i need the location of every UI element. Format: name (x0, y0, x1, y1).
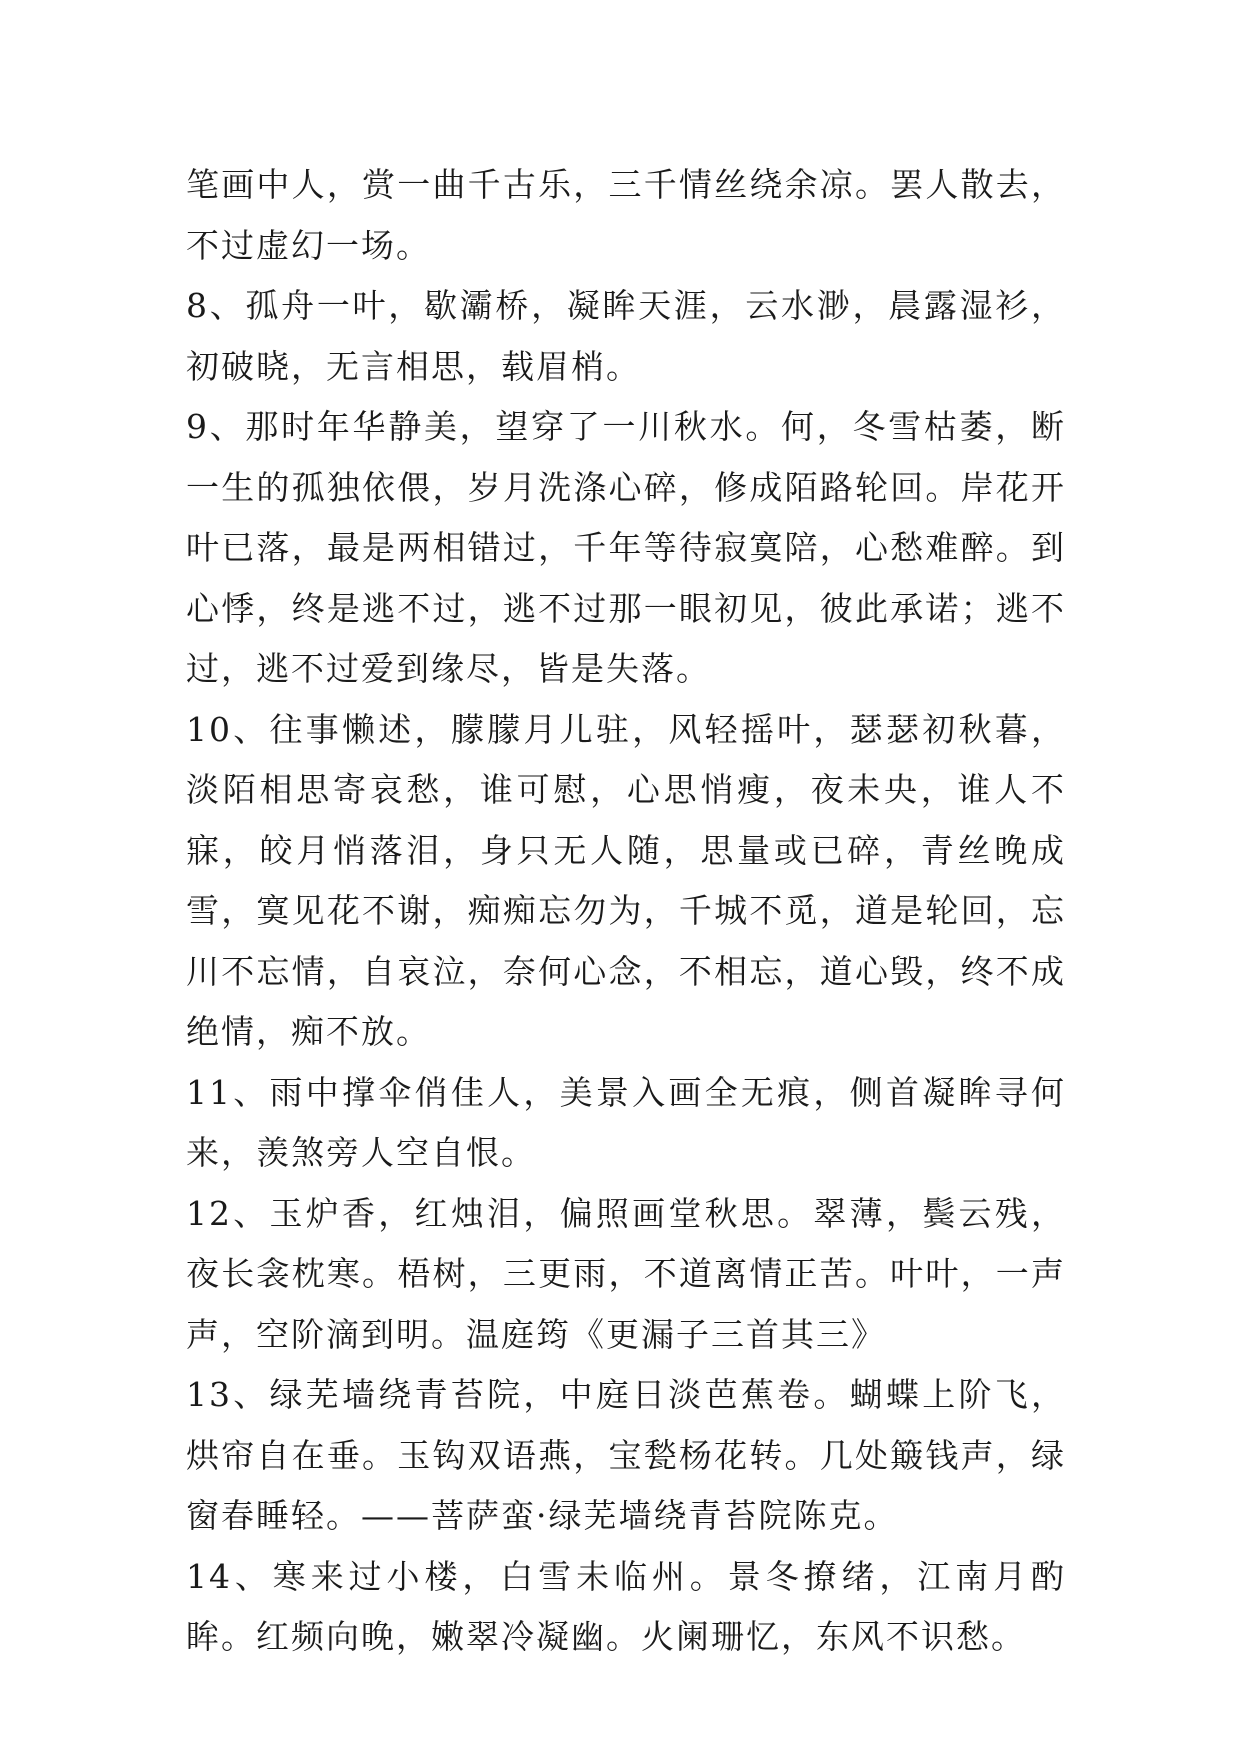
paragraph-11: 11、雨中撑伞俏佳人，美景入画全无痕，侧首凝眸寻何来，羡煞旁人空自恨。 (186, 1072, 1066, 1172)
paragraph-14: 14、寒来过小楼，白雪未临州。景冬撩绪，江南月酌眸。红频向晚，嫩翠冷凝幽。火阑珊忆，东风不识愁。 (186, 1556, 1066, 1656)
paragraph-continuation: 笔画中人，赏一曲千古乐，三千情丝绕余凉。罢人散去，不过虚幻一场。 (186, 165, 1066, 265)
paragraph-9: 9、那时年华静美，望穿了一川秋水。何，冬雪枯萎，断一生的孤独依偎，岁月洗涤心碎，修成陌路轮回。岸花开叶已落，最是两相错过，千年等待寂寞陪，心愁难醉。到心悸，终是逃不过，逃不过那一眼初见，彼此承诺；逃不过，逃不过爱到缘尽，皆是失落。 (186, 407, 1066, 688)
paragraph-10: 10、往事懒述，朦朦月儿驻，风轻摇叶，瑟瑟初秋暮，淡陌相思寄哀愁，谁可慰，心思悄瘦，夜未央，谁人不寐，皎月悄落泪，身只无人随，思量或已碎，青丝晚成雪，寞见花不谢，痴痴忘勿为，千城不觅，道是轮回，忘川不忘情，自哀泣，奈何心念，不相忘，道心毁，终不成绝情，痴不放。 (186, 709, 1066, 1051)
document-body (186, 155, 1066, 1668)
paragraph-12: 12、玉炉香，红烛泪，偏照画堂秋思。翠薄，鬓云残，夜长衾枕寒。梧树，三更雨，不道离情正苦。叶叶，一声声，空阶滴到明。温庭筠《更漏子三首其三》 (186, 1193, 1066, 1354)
paragraph-13: 13、绿芜墙绕青苔院，中庭日淡芭蕉卷。蝴蝶上阶飞，烘帘自在垂。玉钩双语燕，宝甃杨花转。几处簸钱声，绿窗春睡轻。——菩萨蛮·绿芜墙绕青苔院陈克。 (186, 1375, 1066, 1535)
paragraph-8: 8、孤舟一叶，歇灞桥，凝眸天涯，云水渺，晨露湿衫，初破晓，无言相思，载眉梢。 (186, 286, 1066, 386)
